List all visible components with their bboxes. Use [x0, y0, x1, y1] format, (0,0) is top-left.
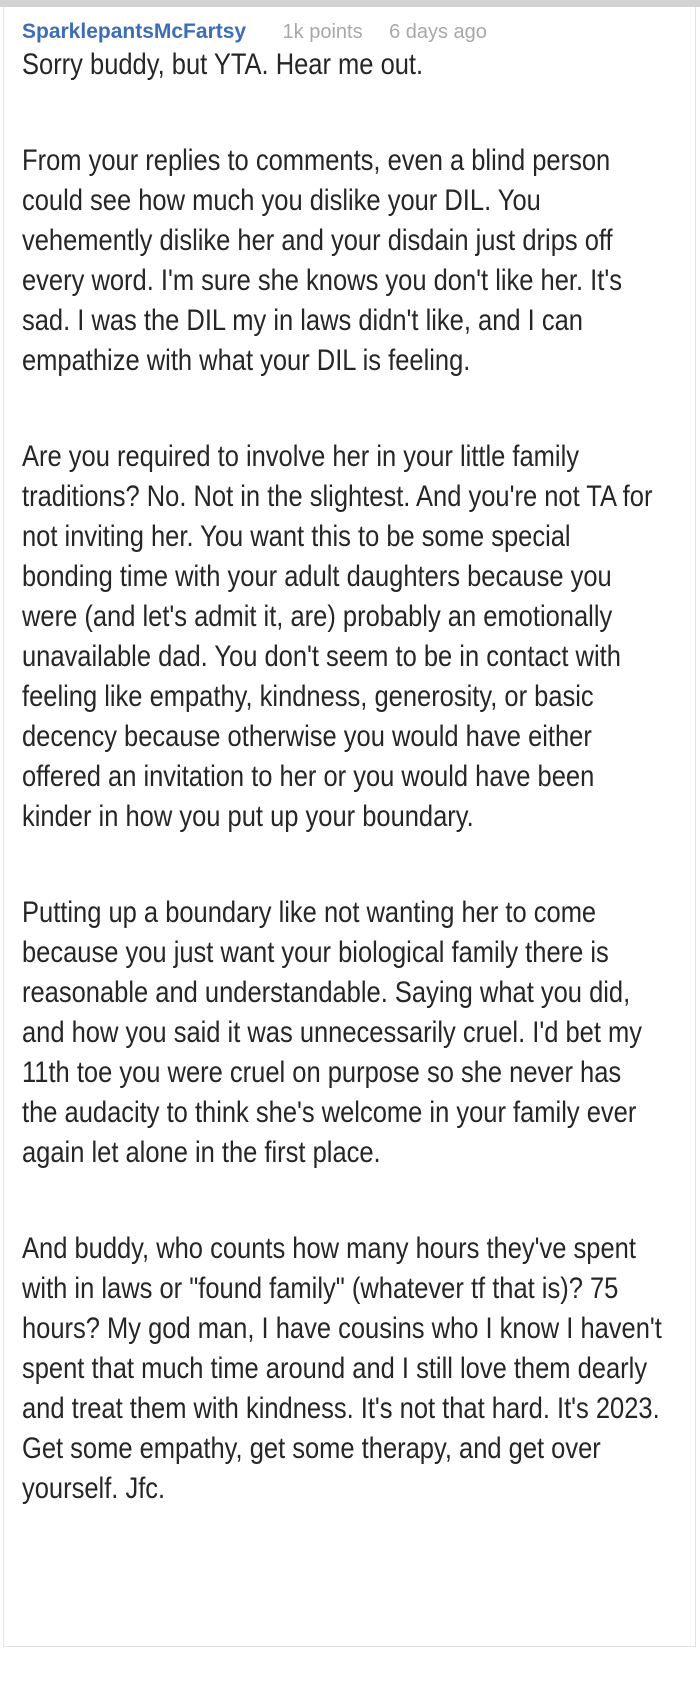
comment-paragraph: From your replies to comments, even a blind person could see how much you dislike your DIL. You vehemently dislike her and your disdain just drips off every word. I'm sure she knows you don't like her. It's sad. I was the DIL my in laws didn't like, and I can empathize with what your DIL is feeling.	[22, 144, 622, 377]
comment-timestamp: 6 days ago	[389, 21, 487, 43]
comment-paragraph: Sorry buddy, but YTA. Hear me out.	[22, 48, 424, 81]
comment-paragraph: Putting up a boundary like not wanting her to come because you just want your biological family there is reasonable and understandable. Saying what you did, and how you said it was unnecessarily cruel. I'd bet my 11th toe you were cruel on purpose so she never has the audacity to think she's welcome in your family ever again let alone in the first place.	[22, 896, 643, 1169]
comment-body	[22, 45, 662, 1509]
comment-author-link[interactable]: SparklepantsMcFartsy	[22, 20, 247, 43]
top-divider	[0, 0, 700, 7]
comment-header	[22, 19, 677, 45]
comment-card	[3, 7, 696, 1647]
comment-paragraph: And buddy, who counts how many hours they've spent with in laws or "found family" (whatever tf that is)? 75 hours? My god man, I have cousins who I know I haven't spent that much time around and I still love them dearly and treat them with kindness. It's not that hard. It's 2023. Get some empathy, get some therapy, and get over yourself. Jfc.	[22, 1232, 662, 1505]
comment-paragraph: Are you required to involve her in your little family traditions? No. Not in the slightest. And you're not TA for not inviting her. You want this to be some special bonding time with your adult daughters because you were (and let's admit it, are) probably an emotionally unavailable dad. You don't seem to be in contact with feeling like empathy, kindness, generosity, or basic decency because otherwise you would have either offered an invitation to her or you would have been kinder in how you put up your boundary.	[22, 440, 653, 833]
comment-points: 1k points	[282, 21, 363, 43]
